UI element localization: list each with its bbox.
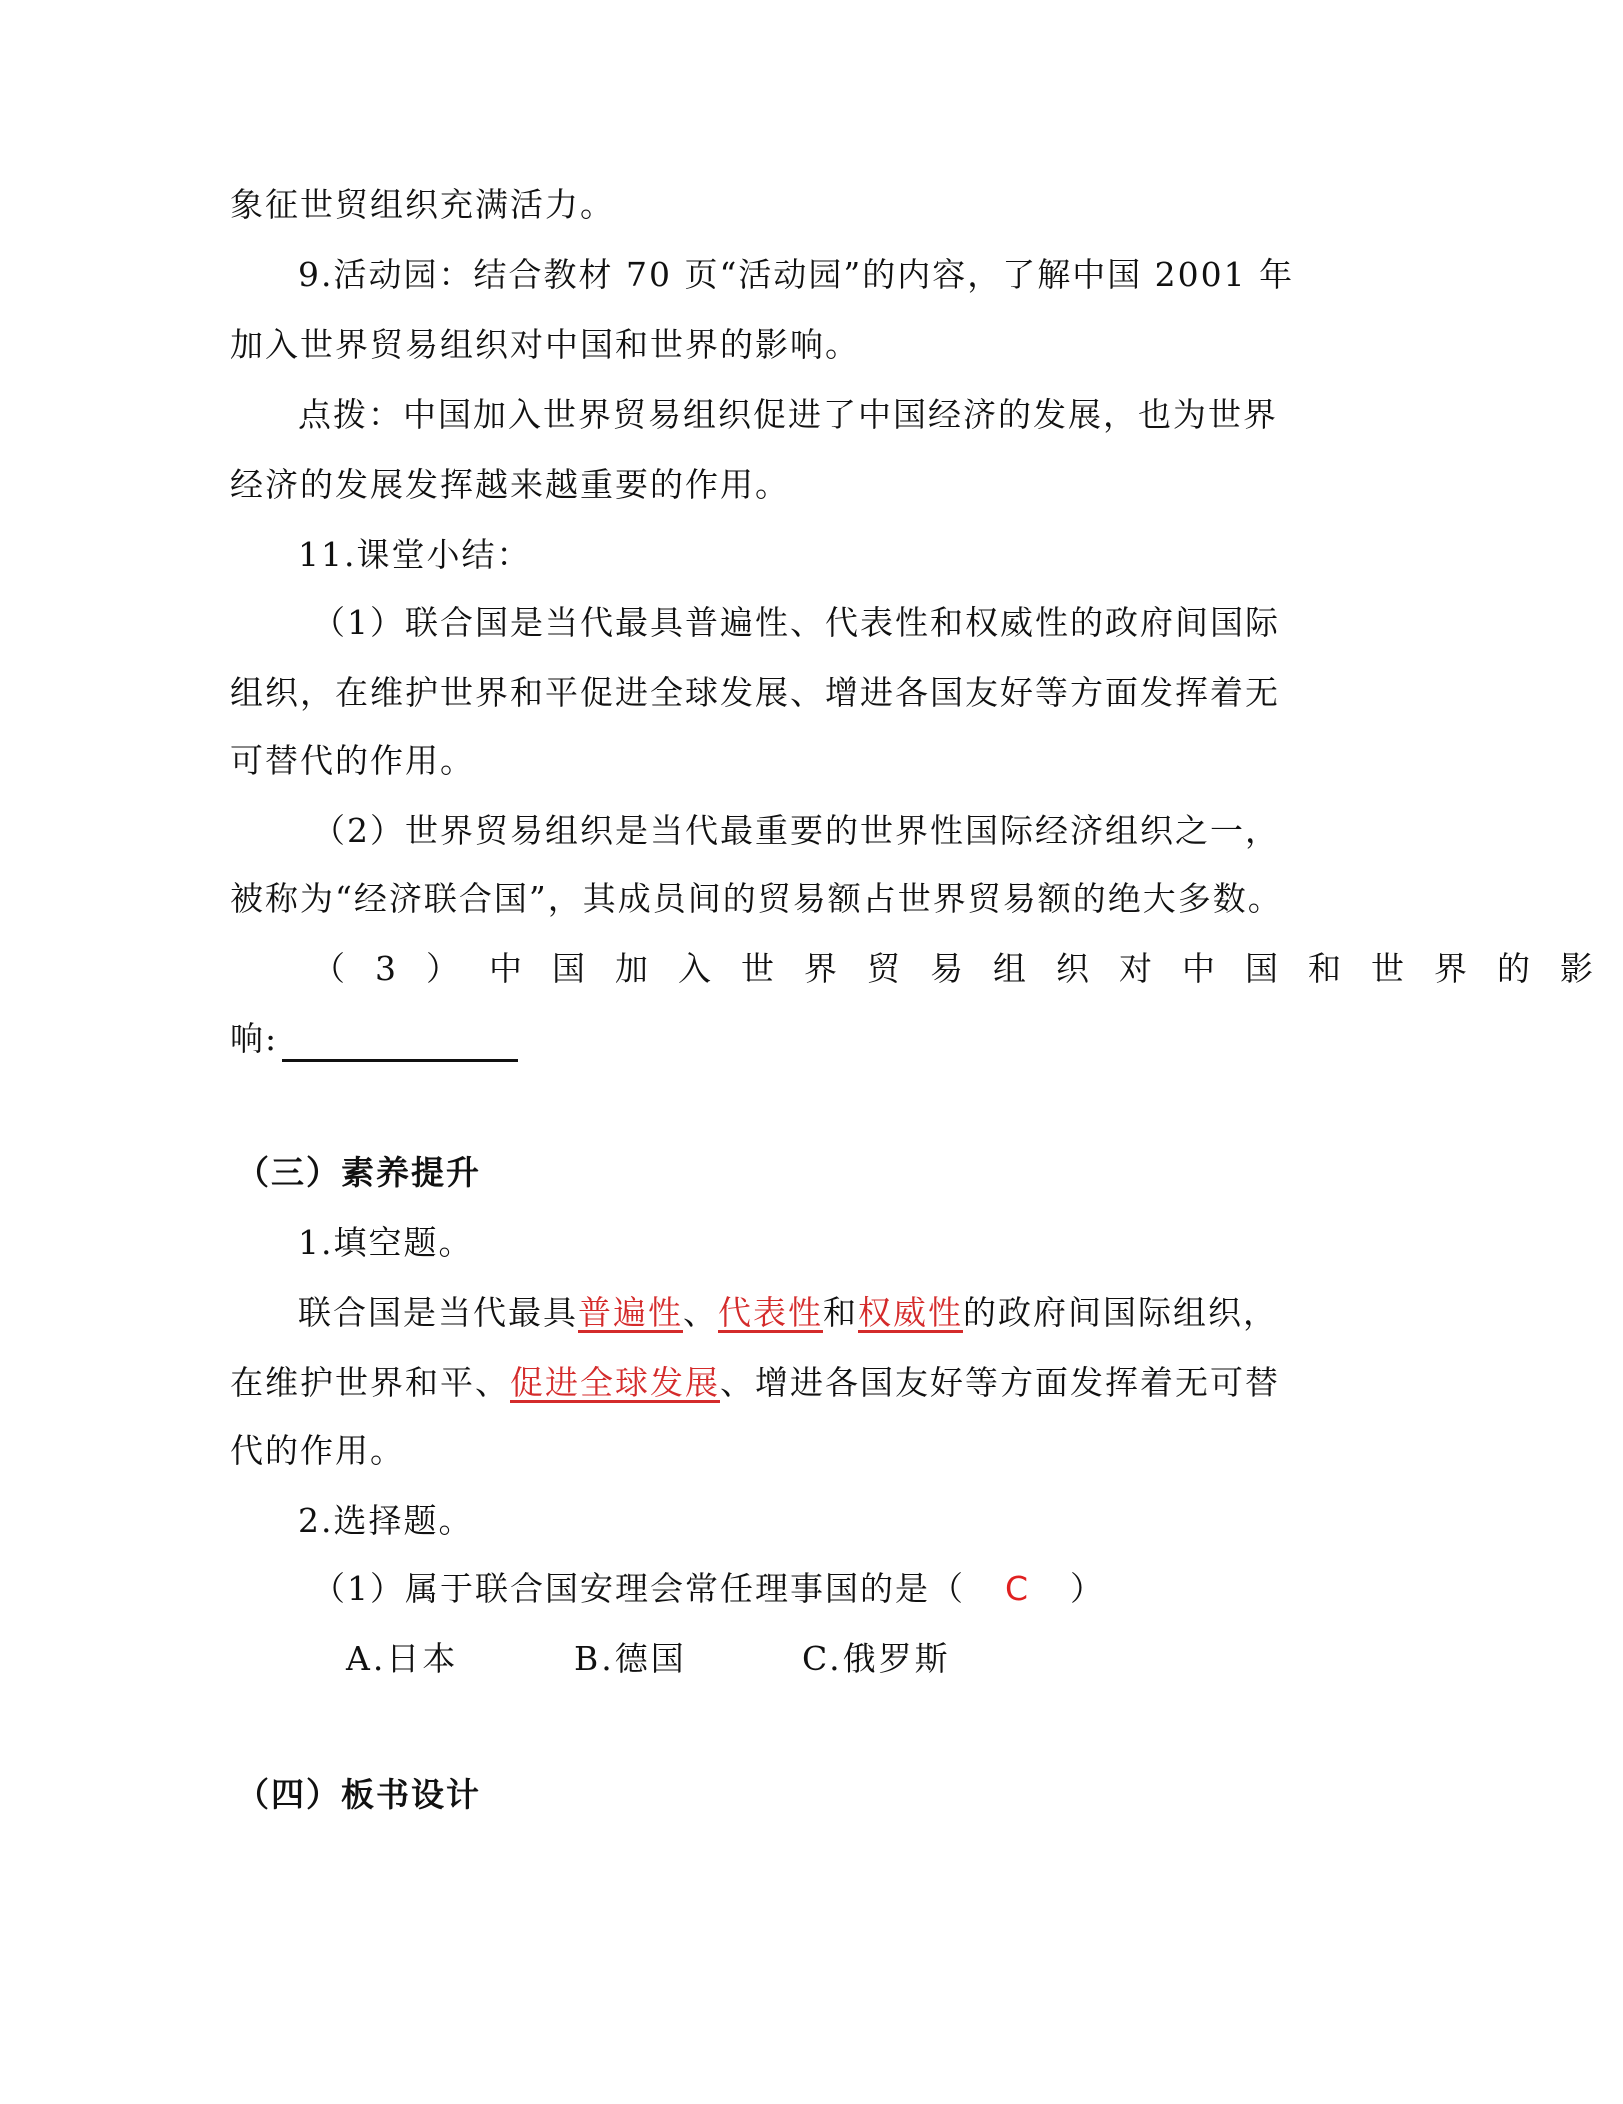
fill-text: 的政府间国际组织，	[963, 1293, 1278, 1332]
question-stem: （1）属于联合国安理会常任理事国的是（	[312, 1569, 965, 1608]
paragraph-line: 经济的发展发挥越来越重要的作用。	[230, 465, 790, 504]
paragraph-line: 组织，在维护世界和平促进全球发展、增进各国友好等方面发挥着无	[230, 673, 1280, 712]
summary-point-3-blank-line	[230, 1016, 1270, 1062]
summary-point-2: （2）世界贸易组织是当代最重要的世界性国际经济组织之一，	[312, 811, 1280, 850]
fill-text: 、增进各国友好等方面发挥着无可替	[720, 1363, 1280, 1402]
question-title: 2.选择题。	[298, 1501, 474, 1540]
paragraph-line: 加入世界贸易组织对中国和世界的影响。	[230, 325, 860, 364]
fill-in-line: 代的作用。	[230, 1431, 405, 1470]
fill-text: 在维护世界和平、	[230, 1363, 510, 1402]
option-b: B.德国	[574, 1639, 687, 1678]
fill-answer: 权威性	[858, 1293, 963, 1332]
section-heading: （三）素养提升	[236, 1153, 481, 1192]
selected-answer: C	[1005, 1569, 1031, 1608]
fill-in-line	[298, 1290, 1278, 1336]
fill-text: 和	[823, 1293, 858, 1332]
fill-answer: 促进全球发展	[510, 1363, 720, 1402]
question-stem-close: ）	[1070, 1569, 1106, 1608]
activity-item-9: 9.活动园：结合教材 70 页“活动园”的内容，了解中国 2001 年	[298, 255, 1295, 294]
fill-text: 联合国是当代最具	[298, 1293, 578, 1332]
summary-title: 11.课堂小结：	[298, 535, 532, 574]
summary-point-3: （3）中国加入世界贸易组织对中国和世界的影	[312, 949, 1623, 988]
fill-text: 、	[683, 1293, 718, 1332]
section-heading: （四）板书设计	[236, 1775, 481, 1814]
multiple-choice-stem	[312, 1566, 1270, 1612]
paragraph-line: 被称为“经济联合国”，其成员间的贸易额占世界贸易额的绝大多数。	[230, 879, 1283, 918]
hint-paragraph: 点拨：中国加入世界贸易组织促进了中国经济的发展，也为世界	[298, 395, 1278, 434]
paragraph-text: 响:	[230, 1019, 279, 1058]
option-a: A.日本	[346, 1639, 459, 1678]
option-c: C.俄罗斯	[802, 1639, 951, 1678]
question-title: 1.填空题。	[298, 1223, 474, 1262]
answer-blank	[282, 1029, 518, 1062]
paragraph-line: 象征世贸组织充满活力。	[230, 185, 615, 224]
summary-point-1: （1）联合国是当代最具普遍性、代表性和权威性的政府间国际	[312, 603, 1280, 642]
fill-in-line	[230, 1360, 1280, 1406]
fill-answer: 普遍性	[578, 1293, 683, 1332]
fill-answer: 代表性	[718, 1293, 823, 1332]
paragraph-line: 可替代的作用。	[230, 741, 475, 780]
